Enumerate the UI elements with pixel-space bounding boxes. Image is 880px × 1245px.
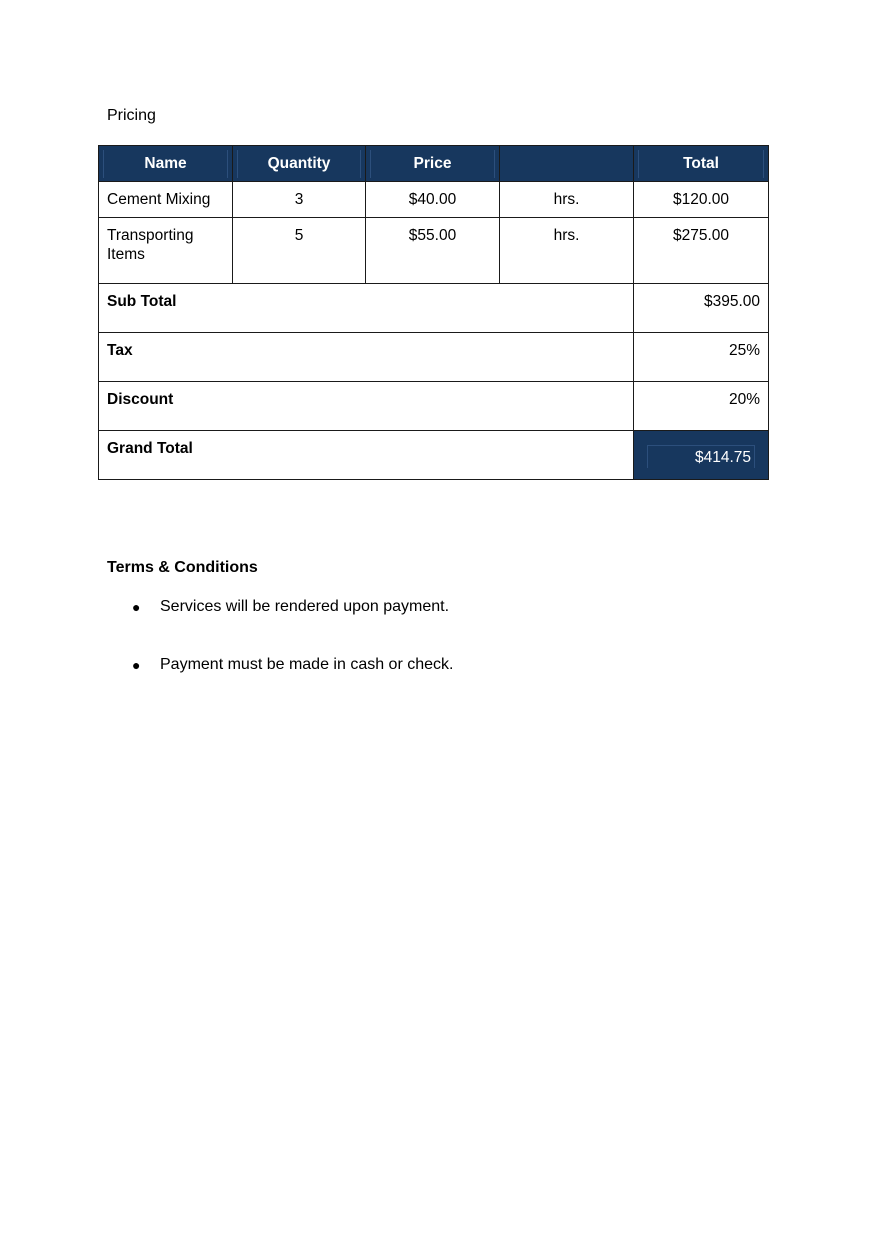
item-quantity: 5: [233, 218, 366, 284]
table-header-row: [99, 146, 769, 182]
terms-item-text: Services will be rendered upon payment.: [160, 598, 450, 615]
item-price: $55.00: [366, 218, 500, 284]
subtotal-value: $395.00: [634, 284, 769, 333]
item-unit: hrs.: [500, 218, 634, 284]
list-item: [107, 655, 453, 675]
item-unit: hrs.: [500, 182, 634, 218]
grand-total-cell: [634, 431, 769, 480]
subtotal-row: [99, 284, 769, 333]
grand-total-label: Grand Total: [99, 431, 634, 480]
subtotal-label: Sub Total: [99, 284, 634, 333]
column-header-total: Total: [634, 146, 769, 182]
pricing-heading: Pricing: [107, 107, 156, 124]
terms-list: [107, 597, 453, 713]
discount-row: [99, 382, 769, 431]
item-quantity: 3: [233, 182, 366, 218]
column-header-name: Name: [99, 146, 233, 182]
tax-value: 25%: [634, 333, 769, 382]
tax-row: [99, 333, 769, 382]
item-total: $275.00: [634, 218, 769, 284]
column-header-quantity: Quantity: [233, 146, 366, 182]
column-header-price: Price: [366, 146, 500, 182]
grand-total-value: $414.75: [647, 445, 755, 468]
terms-item-text: Payment must be made in cash or check.: [160, 656, 454, 673]
bullet-dot-icon: ●: [132, 657, 141, 673]
discount-label: Discount: [99, 382, 634, 431]
list-item: [107, 597, 453, 617]
item-price: $40.00: [366, 182, 500, 218]
column-header-unit: [500, 146, 634, 182]
item-total: $120.00: [634, 182, 769, 218]
grand-total-row: [99, 431, 769, 480]
terms-heading: Terms & Conditions: [107, 559, 258, 576]
tax-label: Tax: [99, 333, 634, 382]
item-name: Cement Mixing: [99, 182, 233, 218]
table-row: [99, 218, 769, 284]
table-row: [99, 182, 769, 218]
pricing-table: [98, 145, 769, 480]
item-name: Transporting Items: [99, 218, 233, 284]
discount-value: 20%: [634, 382, 769, 431]
bullet-dot-icon: ●: [132, 599, 141, 615]
